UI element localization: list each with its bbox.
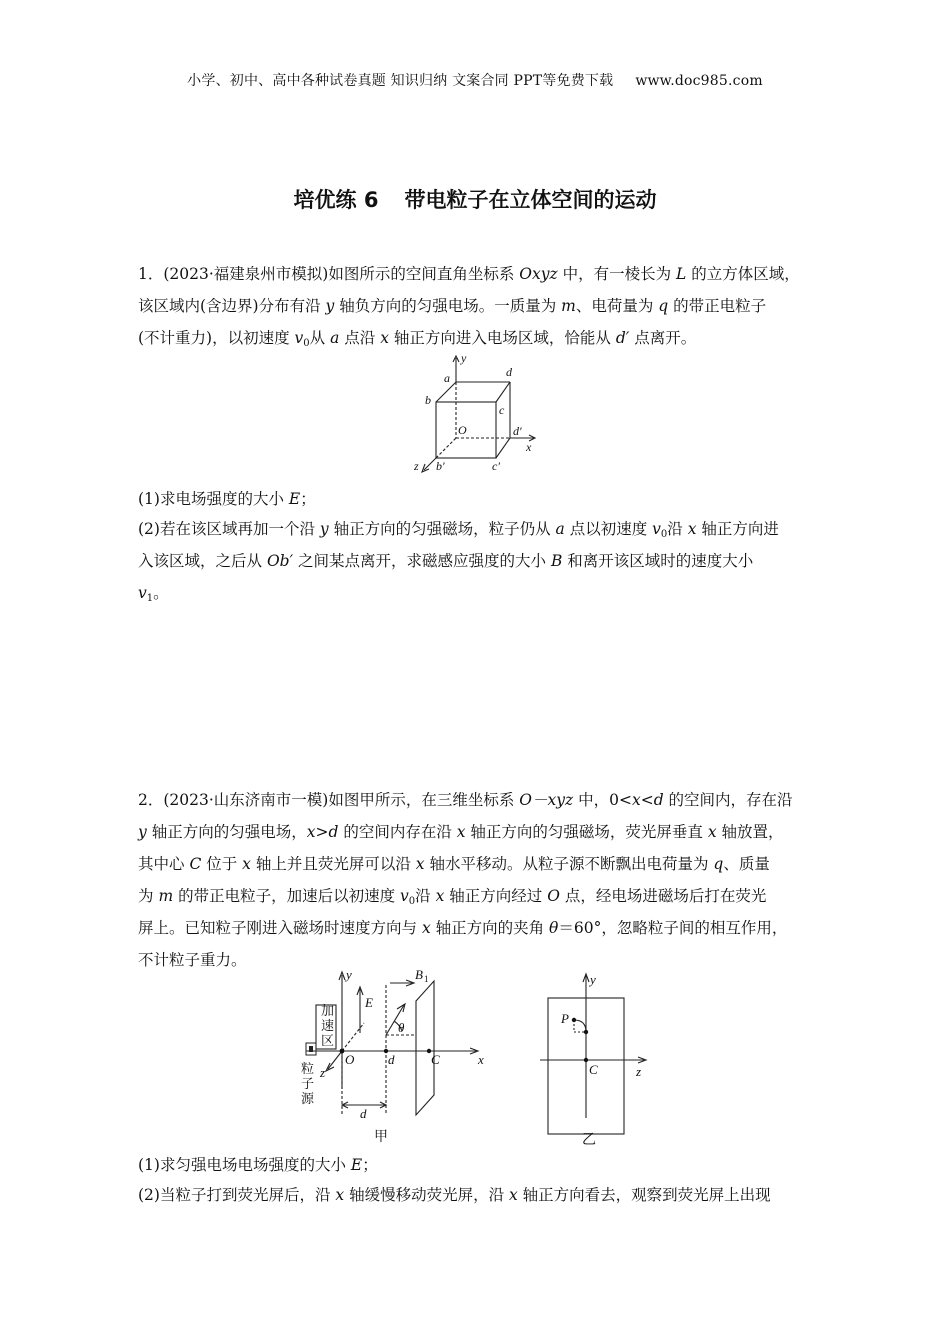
header-text: 小学、初中、高中各种试卷真题 知识归纳 文案合同 PPT等免费下载 — [187, 73, 614, 89]
q2-figure-b — [532, 968, 667, 1146]
q2-sub1: (1)求匀强电场电场强度的大小 E； — [138, 1156, 378, 1174]
svg-text:区: 区 — [321, 1034, 335, 1049]
title-part2: 带电粒子在立体空间的运动 — [404, 188, 657, 212]
q1-cube-figure — [410, 352, 550, 477]
svg-text:b: b — [425, 393, 431, 407]
svg-text:粒: 粒 — [301, 1062, 315, 1077]
svg-text:子: 子 — [301, 1077, 315, 1092]
q1-sub2: (2)若在该区域再加一个沿 y 轴正方向的匀强磁场，粒子仍从 a 点以初速度 $v_0$沿 x 轴正方向进 入该区域，之后从 Ob′ 之间某点离开，求磁感应强度的大小 B 和离开该区域时的速度大小 $v_1$。 — [138, 520, 779, 604]
svg-text:源: 源 — [301, 1092, 315, 1107]
svg-text:甲: 甲 — [374, 1129, 388, 1145]
page-header — [0, 70, 950, 90]
svg-text:乙: 乙 — [582, 1132, 596, 1146]
q2-figure-a — [298, 965, 503, 1145]
svg-text:c′: c′ — [492, 459, 500, 473]
svg-text:z: z — [636, 1064, 642, 1079]
q2-sub2: (2)当粒子打到荧光屏后，沿 x 轴缓慢移动荧光屏，沿 x 轴正方向看去，观察到荧光屏上出现 — [138, 1186, 771, 1204]
svg-text:速: 速 — [321, 1019, 335, 1034]
svg-text:E: E — [365, 995, 373, 1010]
svg-text:z: z — [414, 459, 419, 473]
svg-text:C: C — [431, 1052, 440, 1067]
q2-stem: 2．(2023·山东济南市一模)如图甲所示，在三维坐标系 O－xyz 中，0<x<d 的空间内，存在沿 y 轴正方向的匀强电场，x>d 的空间内存在沿 x 轴正方向的匀强磁场，荧光屏垂直 x 轴放置， 其中心 C 位于 x 轴上并且荧光屏可以沿 x 轴水平移动。从粒子源不断飘出电荷量为 q、质量 为 m 的带正电粒子，加速后以初速度 $v_0$沿 x 轴正方向经过 O 点，经电场进磁场后打在荧光 屏上。已知粒子刚进入磁场时速度方向与 x 轴正方向的夹角 θ＝60°，忽略粒子间的相互作用， 不计粒子重力。 — [138, 791, 793, 969]
svg-text:a: a — [444, 371, 450, 385]
q1-stem: 1．(2023·福建泉州市模拟)如图所示的空间直角坐标系 Oxyz 中，有一棱长为 L 的立方体区域， 该区域内(含边界)分布有沿 y 轴负方向的匀强电场。一质量为 m、电荷量为 q 的带正电粒子 (不计重力)，以初速度 $v_0$从 a 点沿 x 轴正方向进入电场区域，恰能从 d′ 点离开。 — [138, 265, 800, 349]
header-url[interactable]: www.doc985.com — [635, 73, 763, 89]
svg-text:O: O — [458, 423, 467, 437]
svg-text:b′: b′ — [436, 459, 445, 473]
svg-text:x: x — [526, 440, 532, 454]
svg-text:c: c — [499, 403, 505, 417]
svg-text:x: x — [478, 1052, 484, 1067]
svg-text:d: d — [388, 1052, 395, 1067]
svg-text:z: z — [320, 1065, 326, 1080]
svg-text:1: 1 — [424, 974, 429, 984]
svg-text:B: B — [415, 967, 423, 982]
title-part1: 培优练 6 — [293, 188, 379, 212]
svg-text:y: y — [346, 967, 352, 982]
svg-text:d: d — [360, 1106, 367, 1121]
svg-text:y: y — [590, 972, 596, 987]
svg-text:y: y — [461, 352, 467, 365]
svg-text:C: C — [589, 1062, 598, 1077]
svg-text:O: O — [345, 1052, 355, 1067]
svg-text:d′: d′ — [513, 424, 522, 438]
svg-text:P: P — [561, 1011, 569, 1026]
q1-sub1: (1)求电场强度的大小 E； — [138, 490, 316, 508]
page-title — [0, 184, 950, 214]
svg-text:θ: θ — [398, 1020, 405, 1035]
svg-text:d: d — [506, 365, 512, 379]
svg-text:加: 加 — [321, 1004, 335, 1019]
